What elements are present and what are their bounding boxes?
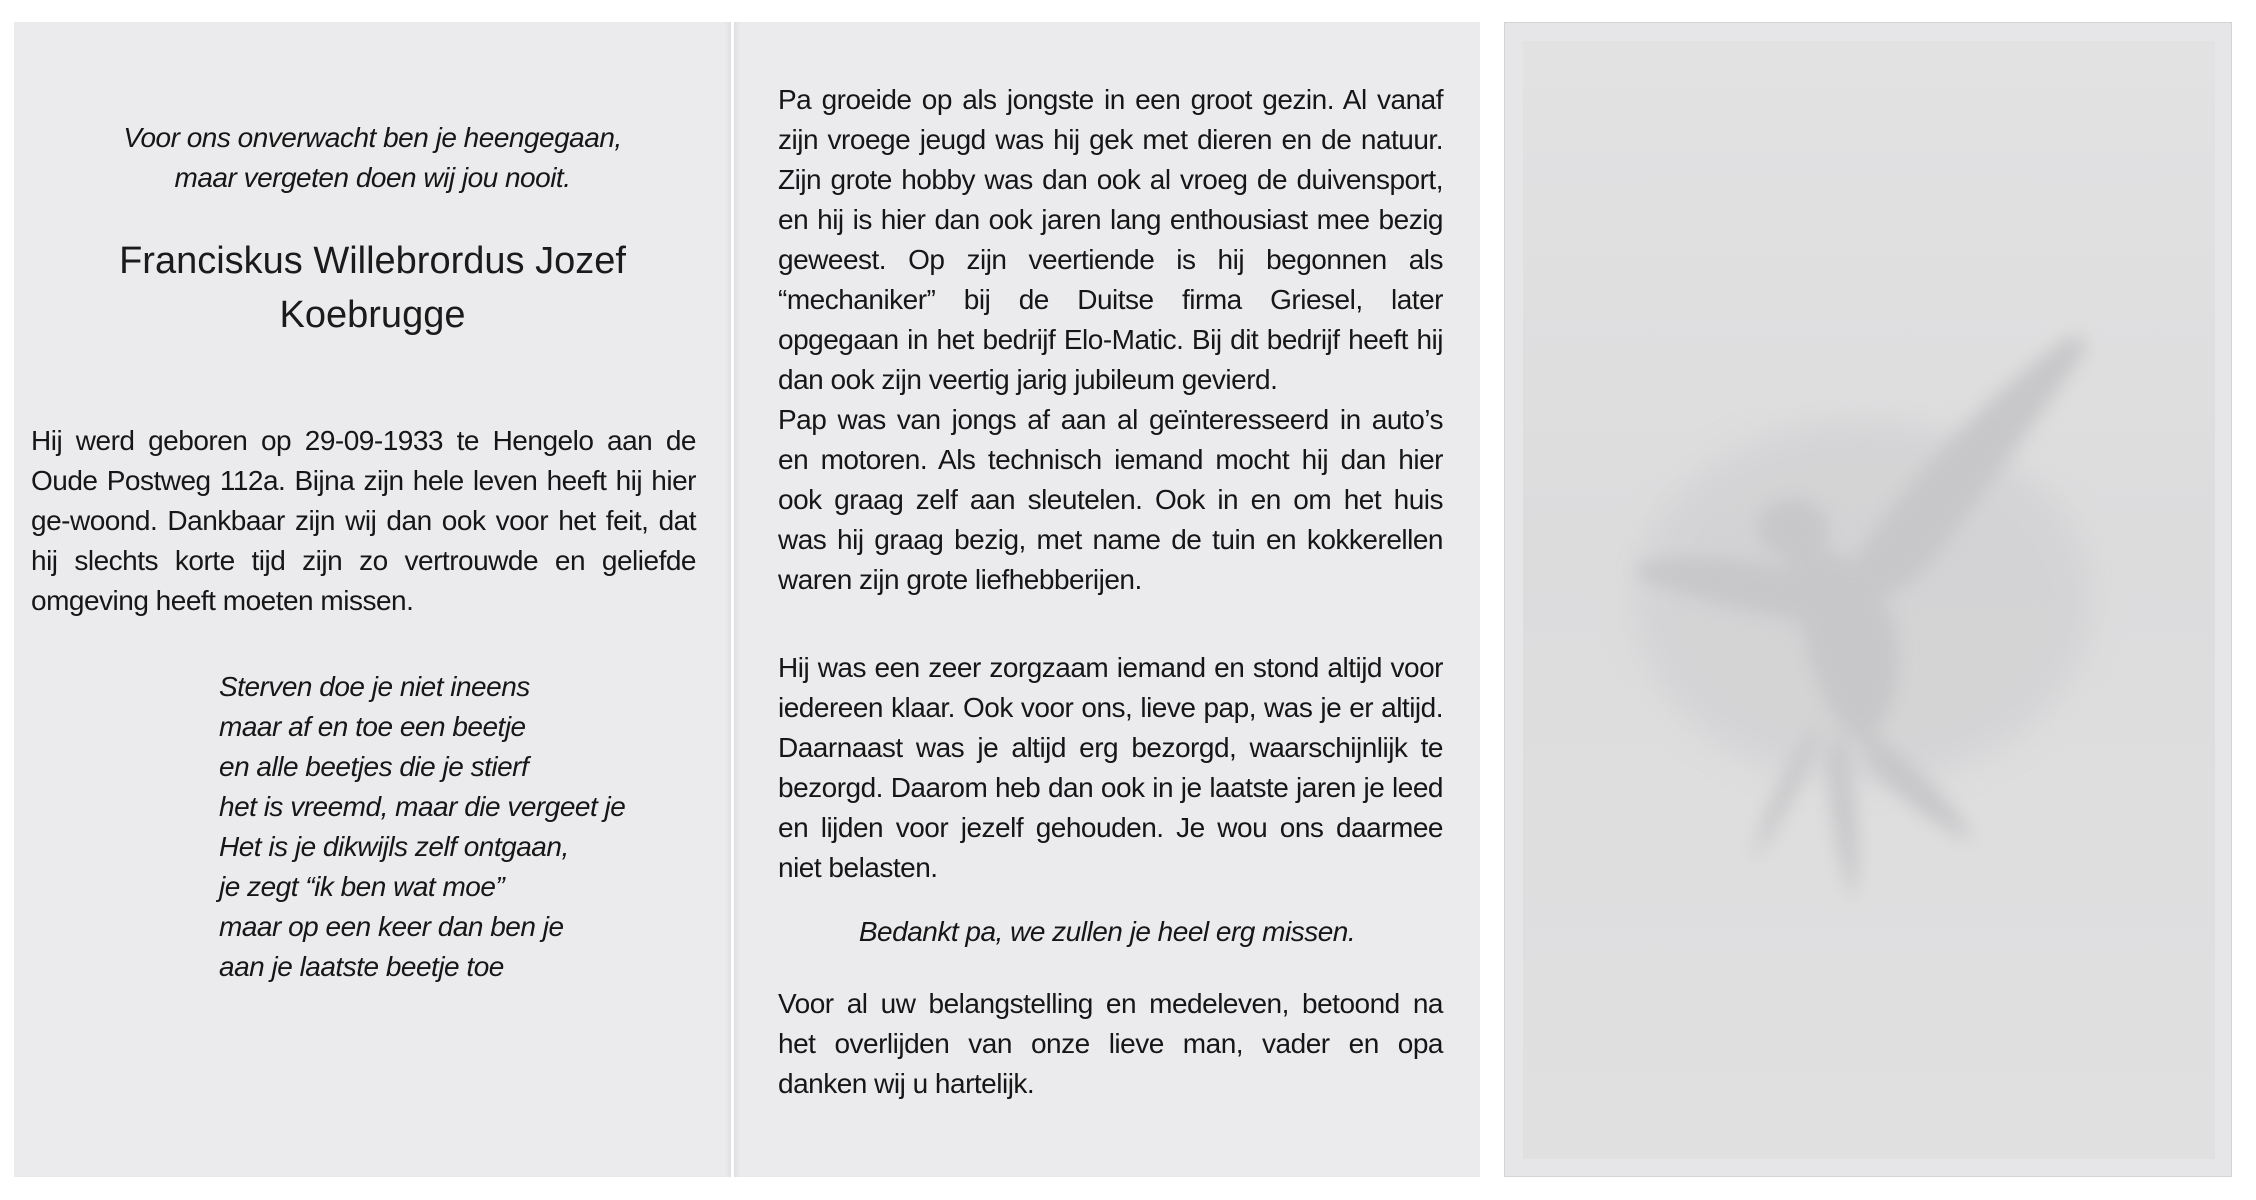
poem-line: aan je laatste beetje toe bbox=[219, 951, 504, 982]
opening-quote-line-2: maar vergeten doen wij jou nooit. bbox=[174, 162, 571, 193]
card-page-left bbox=[14, 22, 731, 1177]
dove-picture bbox=[1523, 41, 2215, 1159]
poem-line: Sterven doe je niet ineens bbox=[219, 671, 530, 702]
dove-illustration bbox=[1523, 41, 2215, 1159]
card-page-right bbox=[1504, 22, 2232, 1177]
bio-paragraph-youth bbox=[778, 80, 1443, 600]
poem-line: je zegt “ik ben wat moe” bbox=[219, 871, 505, 902]
poem bbox=[219, 667, 689, 987]
opening-quote bbox=[14, 118, 731, 198]
poem-line: maar op een keer dan ben je bbox=[219, 911, 564, 942]
poem-line: Het is je dikwijls zelf ontgaan, bbox=[219, 831, 569, 862]
poem-line: en alle beetjes die je stierf bbox=[219, 751, 529, 782]
thanks-line: Bedankt pa, we zullen je heel erg missen. bbox=[858, 916, 1356, 947]
deceased-name bbox=[14, 234, 731, 342]
deceased-given-names: Franciskus Willebrordus Jozef bbox=[119, 240, 626, 282]
acknowledgement-paragraph: Voor al uw belangstelling en medeleven, betoond na het overlijden van onze lieve man, vader en opa danken wij u hartelijk. bbox=[778, 988, 1443, 1099]
deceased-surname: Koebrugge bbox=[279, 294, 466, 336]
opening-quote-line-1: Voor ons onverwacht ben je heengegaan, bbox=[123, 122, 622, 153]
poem-line: het is vreemd, maar die vergeet je bbox=[219, 791, 626, 822]
bio-paragraph-2: Pap was van jongs af aan al geïnteresseerd in auto’s en motoren. Als technisch iemand mocht hij dan hier ook graag zelf aan sleutelen. Ook in en om het huis was hij graag bezig, met name de tuin en kokkerellen waren zijn grote liefhebberijen. bbox=[778, 404, 1443, 595]
bio-paragraph-character: Hij was een zeer zorgzaam iemand en stond altijd voor iedereen klaar. Ook voor ons, lieve pap, was je er altijd. Daarnaast was je altijd erg bezorgd, waarschijnlijk te bezorgd. Daarom heb dan ook in je laatste jaren je leed en lijden voor jezelf gehouden. Je wou ons daarmee niet belasten. bbox=[778, 652, 1443, 883]
card-page-middle bbox=[734, 22, 1480, 1177]
birth-paragraph: Hij werd geboren op 29-09-1933 te Hengelo aan de Oude Postweg 112a. Bijna zijn hele leven heeft hij hier ge-woond. Dankbaar zijn wij dan ook voor het feit, dat hij slechts korte tijd zijn zo vertrouwde en geliefde omgeving heeft moeten missen. bbox=[31, 425, 696, 616]
bio-paragraph-1: Pa groeide op als jongste in een groot gezin. Al vanaf zijn vroege jeugd was hij gek met dieren en de natuur. Zijn grote hobby was dan ook al vroeg de duivensport, en hij is hier dan ook jaren lang enthousiast mee bezig geweest. Op zijn veertiende is hij begonnen als “mechaniker” bij de Duitse firma Griesel, later opgegaan in het bedrijf Elo-Matic. Bij dit bedrijf heeft hij dan ook zijn veertig jarig jubileum gevierd. bbox=[778, 84, 1443, 395]
poem-line: maar af en toe een beetje bbox=[219, 711, 526, 742]
